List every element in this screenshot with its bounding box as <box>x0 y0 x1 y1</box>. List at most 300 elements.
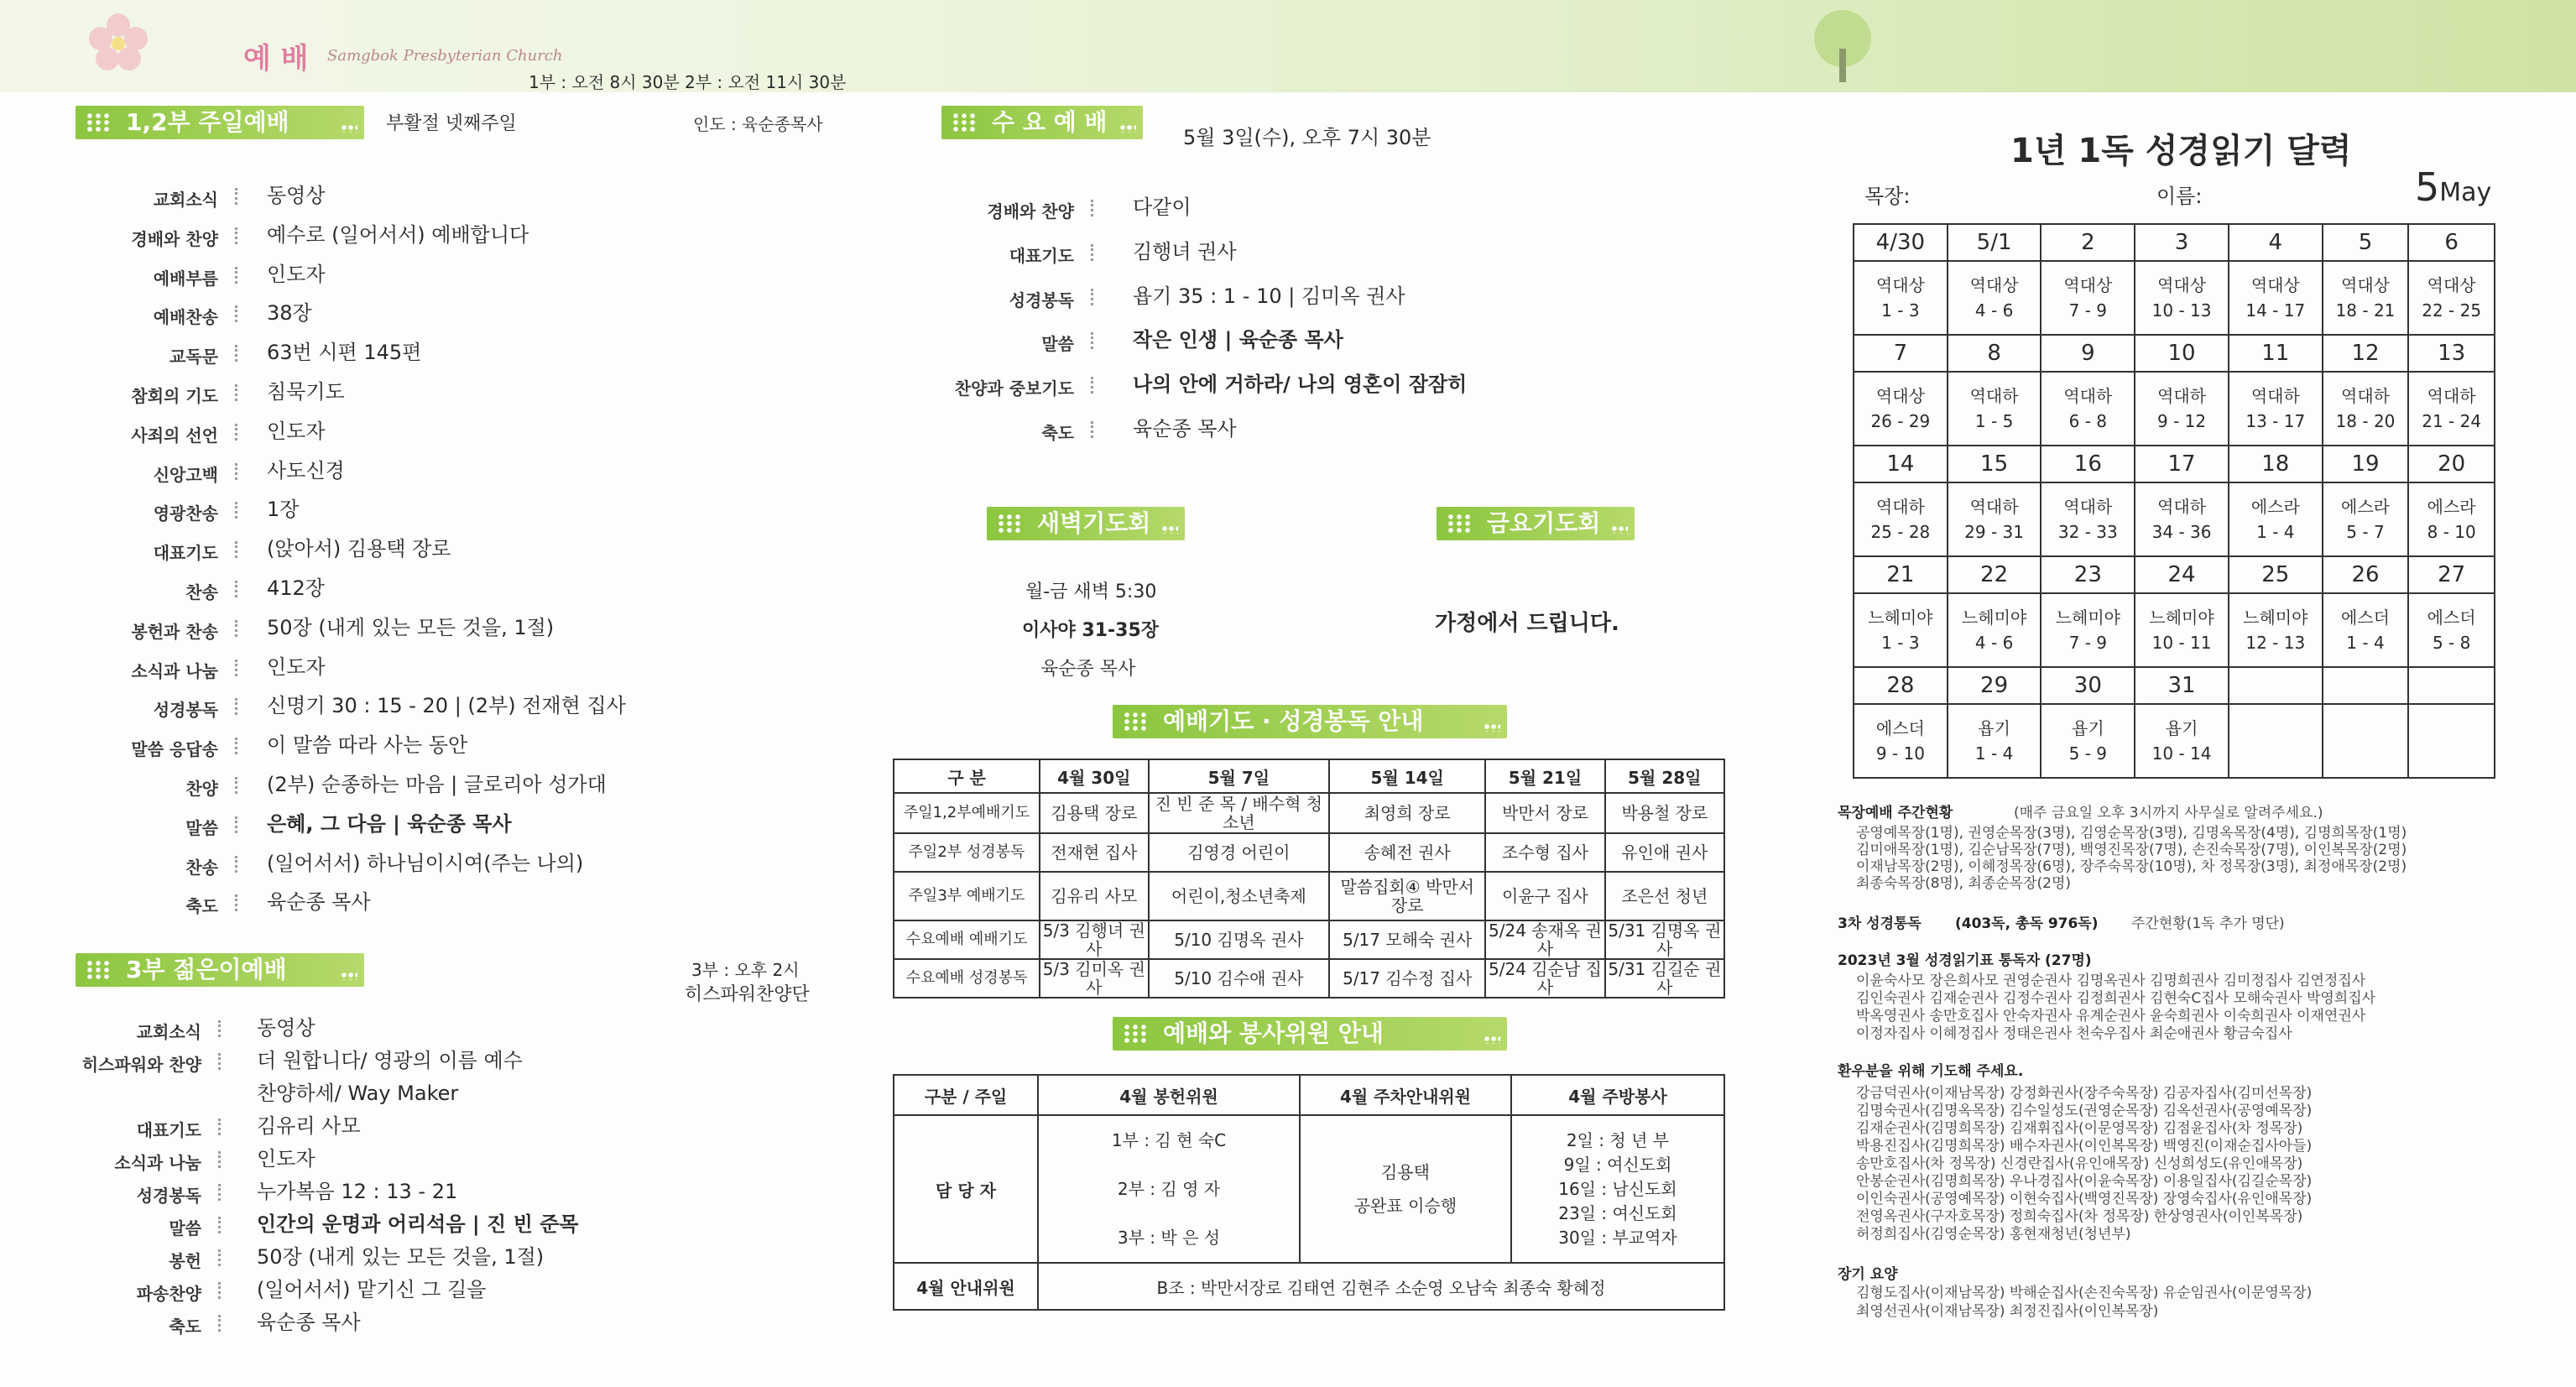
col-header: 4월 주차안내위원 <box>1300 1075 1511 1115</box>
table-cell: 김영경 어린이 <box>1149 833 1330 872</box>
order-label: 찬양 <box>185 779 218 799</box>
calendar-reading <box>2135 261 2229 335</box>
order-label: 파송찬양 <box>136 1284 201 1304</box>
order-value: 욥기 35 : 1 - 10 | 김미옥 권사 <box>1133 284 1405 308</box>
reading-chapters: 5 - 8 <box>2432 633 2471 653</box>
order-value: 김유리 사모 <box>257 1114 361 1138</box>
calendar-date: 10 <box>2135 335 2229 372</box>
order-value: 인도자 <box>267 419 326 443</box>
reading-chapters: 1 - 3 <box>1881 633 1920 653</box>
notice-line: 김재순권사(김명희목장) 김재휘집사(이문영목장) 김점윤집사(차 정목장) <box>1856 1120 2303 1137</box>
col-header: 5월 14일 <box>1329 759 1485 793</box>
order-label: 예배찬송 <box>153 307 218 328</box>
calendar-reading <box>2041 704 2135 778</box>
reading-book: 역대상 <box>2157 275 2207 295</box>
calendar-reading <box>2041 372 2135 446</box>
order-value: 김행녀 권사 <box>1133 239 1237 263</box>
order-label: 참회의 기도 <box>131 386 218 406</box>
section-header-dawn-prayer: 새벽기도회 <box>987 507 1185 540</box>
section-header-youth-service: 3부 젊은이예배 <box>76 953 364 987</box>
guide-list: B조 : 박만서장로 김태연 김현주 소순영 오남숙 최종숙 황혜정 <box>1038 1263 1724 1310</box>
notice-line: 최영선권사(이재남목장) 최정진집사(이인복목장) <box>1856 1303 2159 1320</box>
colon-divider <box>1091 377 1097 394</box>
table-cell: 전재현 집사 <box>1040 833 1149 872</box>
calendar-date: 31 <box>2135 667 2229 704</box>
colon-divider <box>1091 244 1097 261</box>
calendar-date: 23 <box>2041 556 2135 593</box>
order-value: (일어서서) 하나님이시여(주는 나의) <box>267 851 584 875</box>
reading-book: 느헤미야 <box>2055 607 2120 628</box>
calendar-date: 25 <box>2229 556 2323 593</box>
reading-book: 에스더 <box>2427 607 2476 628</box>
guide-label: 4월 안내위원 <box>894 1263 1038 1310</box>
table-cell: 5/31 김길순 권사 <box>1605 959 1724 998</box>
notice-line: 공영예목장(1명), 권영순목장(3명), 김영순목장(3명), 김명옥목장(4명), 김명희목장(1명) <box>1856 825 2407 842</box>
order-value: 인도자 <box>267 262 326 286</box>
table-cell: 5/10 김수애 권사 <box>1149 959 1330 998</box>
table-cell: 박용철 장로 <box>1605 793 1724 833</box>
reading-book: 역대상 <box>2063 275 2113 295</box>
section-header-main-service: 1,2부 주일예배 <box>76 106 364 139</box>
calendar-date: 11 <box>2229 335 2323 372</box>
row-label: 수요예배 예배기도 <box>894 920 1040 959</box>
order-value: (일어서서) 맡기신 그 길을 <box>257 1278 487 1301</box>
notice-line: 최종숙목장(8명), 최종순목장(2명) <box>1856 875 2072 892</box>
col-header: 구 분 <box>894 759 1040 793</box>
calendar-reading <box>2229 482 2323 556</box>
reading-book: 에스라 <box>2341 497 2390 517</box>
calendar-reading <box>1854 704 1948 778</box>
order-value: 사도신경 <box>267 458 345 482</box>
notice-line: 이정자집사 이혜정집사 정태은권사 천숙우집사 최순애권사 황금숙집사 <box>1856 1025 2292 1042</box>
order-value: (앉아서) 김용택 장로 <box>267 537 451 561</box>
reading-book: 역대하 <box>1969 386 2019 406</box>
colon-divider <box>235 384 241 401</box>
calendar-reading <box>2229 704 2323 778</box>
reading-book: 역대상 <box>1875 386 1925 406</box>
calendar-date: 15 <box>1948 446 2042 482</box>
table-cell: 이윤구 집사 <box>1485 872 1604 920</box>
reading-chapters: 14 - 17 <box>2245 300 2306 321</box>
order-label: 말씀 <box>1041 334 1074 355</box>
notice-title: 환우분을 위해 기도해 주세요. <box>1838 1063 2024 1080</box>
colon-divider <box>218 1217 224 1233</box>
colon-divider <box>235 463 241 480</box>
reading-chapters: 7 - 9 <box>2068 633 2108 653</box>
order-value: 동영상 <box>257 1016 315 1040</box>
calendar-reading <box>1948 261 2042 335</box>
calendar-date: 13 <box>2408 335 2495 372</box>
dawn-time: 월-금 새벽 5:30 <box>1025 581 1157 602</box>
church-name: Samgbok Presbyterian Church <box>327 47 563 65</box>
order-value: 50장 (내게 있는 모든 것을, 1절) <box>257 1245 545 1269</box>
order-value: 50장 (내게 있는 모든 것을, 1절) <box>267 615 555 639</box>
table-cell: 송혜전 권사 <box>1329 833 1485 872</box>
calendar-reading <box>2229 261 2323 335</box>
table-cell: 5/24 송재옥 권사 <box>1485 920 1604 959</box>
reading-book: 느헤미야 <box>2149 607 2214 628</box>
reading-book: 욥기 <box>1978 718 2010 738</box>
calendar-reading <box>2135 482 2229 556</box>
calendar-title: 1년 1독 성경읽기 달력 <box>2010 132 2352 170</box>
row-label: 주일1,2부예배기도 <box>894 793 1040 833</box>
colon-divider <box>218 1151 224 1168</box>
order-value: 찬양하세/ Way Maker <box>257 1082 459 1105</box>
table-cell: 조은선 청년 <box>1605 872 1724 920</box>
reading-book: 역대하 <box>2157 497 2207 517</box>
order-label: 경배와 찬양 <box>131 228 218 249</box>
order-value: 육순종 목사 <box>1133 417 1237 441</box>
notice-line: 김미애목장(1명), 김순남목장(7명), 백영진목장(7명), 손진숙목장(7명), 이인복목장(2명) <box>1856 842 2407 858</box>
reading-book: 역대하 <box>2250 386 2300 406</box>
reading-chapters: 13 - 17 <box>2245 411 2306 431</box>
notice-line: 허정희집사(김영순목장) 홍현재청년(청년부) <box>1856 1226 2131 1243</box>
order-label: 교회소식 <box>136 1022 201 1042</box>
page-title: 예 배 <box>243 42 309 76</box>
notice-line: 이인숙권사(공영예목장) 이현숙집사(백영진목장) 장영숙집사(유인애목장) <box>1856 1191 2313 1207</box>
colon-divider <box>235 620 241 637</box>
colon-divider <box>235 894 241 911</box>
colon-divider <box>218 1249 224 1266</box>
calendar-date: 14 <box>1854 446 1948 482</box>
order-value: 나의 안에 거하라/ 나의 영혼이 잠잠히 <box>1133 373 1468 397</box>
section-header-prayer-schedule: 예배기도 · 성경봉독 안내 <box>1113 705 1507 738</box>
order-value: 동영상 <box>267 184 326 207</box>
colon-divider <box>235 777 241 794</box>
reading-book: 역대하 <box>1875 497 1925 517</box>
wednesday-date: 5월 3일(수), 오후 7시 30분 <box>1183 126 1431 149</box>
colon-divider <box>235 424 241 441</box>
reading-book: 역대하 <box>1969 497 2019 517</box>
reading-book: 역대상 <box>2427 275 2476 295</box>
calendar-date: 5/1 <box>1948 224 2042 261</box>
calendar-date: 24 <box>2135 556 2229 593</box>
order-label: 축도 <box>185 896 218 917</box>
calendar-date: 4/30 <box>1854 224 1948 261</box>
reading-book: 에스더 <box>2341 607 2390 628</box>
order-label: 영광찬송 <box>153 503 218 524</box>
calendar-reading <box>2229 372 2323 446</box>
calendar-reading <box>2135 593 2229 667</box>
calendar-reading <box>2323 261 2409 335</box>
table-cell: 김유리 사모 <box>1040 872 1149 920</box>
table-cell: 5/31 김명옥 권사 <box>1605 920 1724 959</box>
notice-line: 이윤숙사모 장은희사모 권영순권사 김명옥권사 김명희권사 김미정집사 김연정집사 <box>1856 972 2366 989</box>
order-value: 인간의 운명과 어리석음 | 진 빈 준목 <box>257 1212 579 1236</box>
order-value: 412장 <box>267 576 325 600</box>
calendar-reading <box>2408 482 2495 556</box>
colon-divider <box>218 1184 224 1201</box>
table-cell: 김용택 장로 <box>1040 793 1149 833</box>
calendar-reading <box>1854 261 1948 335</box>
reading-chapters: 10 - 13 <box>2151 300 2212 321</box>
calendar-reading <box>1948 704 2042 778</box>
reading-chapters: 8 - 10 <box>2427 522 2476 542</box>
reading-chapters: 7 - 9 <box>2068 300 2108 321</box>
order-label: 찬양과 중보기도 <box>954 378 1074 399</box>
order-value: 육순종 목사 <box>257 1311 361 1334</box>
calendar-reading <box>2323 704 2409 778</box>
service-leader: 인도 : 육순종목사 <box>693 114 823 134</box>
notice-line: 송만호집사(차 정목장) 신경란집사(유인애목장) 신성희성도(유인애목장) <box>1856 1155 2303 1172</box>
reading-chapters: 1 - 5 <box>1974 411 2014 431</box>
calendar-reading <box>2408 372 2495 446</box>
reading-chapters: 34 - 36 <box>2151 522 2212 542</box>
calendar-month: 5May <box>2415 164 2492 210</box>
notice-line: 김인숙권사 김재순권사 김정수권사 김정희권사 김현숙C집사 모해숙권사 박영희집사 <box>1856 990 2376 1007</box>
colon-divider <box>1091 200 1097 216</box>
order-value: 다같이 <box>1133 196 1192 219</box>
table-cell: 5/17 김수정 집사 <box>1329 959 1485 998</box>
colon-divider <box>1091 289 1097 305</box>
calendar-date: 2 <box>2041 224 2135 261</box>
reading-chapters: 12 - 13 <box>2245 633 2306 653</box>
offering-list: 1부 : 김 현 숙C 2부 : 김 영 자 3부 : 박 은 성 <box>1038 1115 1300 1263</box>
calendar-date <box>2229 667 2323 704</box>
order-value: 침묵기도 <box>267 380 345 404</box>
calendar-reading <box>2041 261 2135 335</box>
order-label: 찬송 <box>185 857 218 878</box>
colon-divider <box>235 581 241 597</box>
reading-chapters: 1 - 3 <box>1881 300 1920 321</box>
flower-icon <box>81 7 156 82</box>
order-label: 찬송 <box>185 582 218 602</box>
table-cell: 진 빈 준 목 / 배수혁 청소년 <box>1149 793 1330 833</box>
col-header: 구분 / 주일 <box>894 1075 1038 1115</box>
order-value: 인도자 <box>257 1147 315 1171</box>
reading-chapters: 10 - 11 <box>2151 633 2212 653</box>
table-cell: 5/17 모해숙 권사 <box>1329 920 1485 959</box>
notice-line: 김형도집사(이재남목장) 박해순집사(손진숙목장) 유순임권사(이문영목장) <box>1856 1285 2313 1301</box>
reading-chapters: 29 - 31 <box>1964 522 2025 542</box>
table-cell: 말씀집회④ 박만서 장로 <box>1329 872 1485 920</box>
colon-divider <box>218 1020 224 1037</box>
section-header-friday-prayer: 금요기도회 <box>1437 507 1635 540</box>
notice-detail: (403독, 총독 976독) <box>1955 915 2099 932</box>
reading-book: 역대하 <box>2341 386 2390 406</box>
calendar-date: 7 <box>1854 335 1948 372</box>
order-label: 예배부름 <box>153 268 218 289</box>
calendar-date: 20 <box>2408 446 2495 482</box>
reading-book: 역대하 <box>2063 386 2113 406</box>
parking-list: 김용택 공완표 이승행 <box>1300 1115 1511 1263</box>
calendar-reading <box>2408 593 2495 667</box>
calendar-date <box>2323 667 2409 704</box>
calendar-reading <box>1948 372 2042 446</box>
col-header: 5월 28일 <box>1605 759 1724 793</box>
calendar-date: 17 <box>2135 446 2229 482</box>
calendar-reading <box>2041 593 2135 667</box>
name-label: 이름: <box>2156 185 2203 208</box>
order-value: 작은 인생 | 육순종 목사 <box>1133 328 1343 352</box>
colon-divider <box>218 1282 224 1299</box>
calendar-reading <box>2323 482 2409 556</box>
service-subtitle: 부활절 넷째주일 <box>386 113 517 134</box>
dawn-preacher: 육순종 목사 <box>1040 659 1136 680</box>
table-cell: 최영희 장로 <box>1329 793 1485 833</box>
reading-chapters: 5 - 9 <box>2068 743 2108 764</box>
order-label: 대표기도 <box>153 543 218 564</box>
table-cell: 박만서 장로 <box>1485 793 1604 833</box>
colon-divider <box>235 227 241 244</box>
reading-chapters: 4 - 6 <box>1974 633 2014 653</box>
youth-service-time: 3부 : 오후 2시 <box>691 960 800 980</box>
calendar-reading <box>1854 593 1948 667</box>
reading-chapters: 26 - 29 <box>1870 411 1931 431</box>
notice-line: 강금덕권사(이재남목장) 강정화권사(장주숙목장) 김공자집사(김미선목장) <box>1856 1085 2313 1102</box>
notice-title: 목장예배 주간현황 <box>1838 805 1953 821</box>
col-header: 5월 21일 <box>1485 759 1604 793</box>
reading-book: 역대하 <box>2063 497 2113 517</box>
colon-divider <box>218 1315 224 1332</box>
dawn-scripture: 이사야 31-35장 <box>1022 620 1160 641</box>
reading-chapters: 32 - 33 <box>2057 522 2118 542</box>
order-label: 교독문 <box>169 347 218 368</box>
service-volunteers-table <box>893 1074 1725 1311</box>
order-label: 말씀 <box>185 817 218 838</box>
order-value: 이 말씀 따라 사는 동안 <box>267 733 468 758</box>
reading-chapters: 5 - 7 <box>2346 522 2385 542</box>
calendar-date: 4 <box>2229 224 2323 261</box>
order-label: 말씀 응답송 <box>131 739 218 760</box>
notice-line: 박옥영권사 송만호집사 안숙자권사 유계순권사 윤숙희권사 이숙희권사 이재연권사 <box>1856 1008 2366 1025</box>
order-label: 성경봉독 <box>153 700 218 721</box>
order-value: 누가복음 12 : 13 - 21 <box>257 1180 458 1203</box>
friday-note: 가정에서 드립니다. <box>1435 611 1619 636</box>
col-header: 4월 30일 <box>1040 759 1149 793</box>
calendar-date: 21 <box>1854 556 1948 593</box>
reading-book: 에스라 <box>2427 497 2476 517</box>
order-label: 봉헌 <box>169 1251 201 1271</box>
calendar-date: 29 <box>1948 667 2042 704</box>
table-cell: 5/10 김명옥 권사 <box>1149 920 1330 959</box>
col-header: 4월 봉헌위원 <box>1038 1075 1300 1115</box>
reading-book: 욥기 <box>2165 718 2198 738</box>
calendar-reading <box>2323 593 2409 667</box>
calendar-date: 8 <box>1948 335 2042 372</box>
colon-divider <box>235 267 241 284</box>
order-value: 1장 <box>267 498 300 522</box>
reading-chapters: 9 - 12 <box>2157 411 2207 431</box>
reading-chapters: 9 - 10 <box>1875 743 1925 764</box>
calendar-date: 28 <box>1854 667 1948 704</box>
row-label: 주일3부 예배기도 <box>894 872 1040 920</box>
calendar-date: 3 <box>2135 224 2229 261</box>
order-label: 소식과 나눔 <box>114 1153 201 1173</box>
notice-subtitle: 주간현황(1독 추가 명단) <box>2131 915 2285 932</box>
order-label: 대표기도 <box>1009 245 1074 266</box>
reading-chapters: 25 - 28 <box>1870 522 1931 542</box>
order-label: 히스파워와 찬양 <box>81 1055 201 1075</box>
reading-chapters: 1 - 4 <box>2256 522 2295 542</box>
notice-line: 안봉순권사(김명희목장) 우나경집사(이윤숙목장) 이용일집사(김길순목장) <box>1856 1173 2313 1190</box>
order-label: 축도 <box>1041 423 1074 443</box>
notice-title: 장기 요양 <box>1838 1266 1898 1283</box>
order-label: 성경봉독 <box>136 1186 201 1206</box>
header-band <box>0 0 2576 92</box>
order-value: 신명기 30 : 15 - 20 | (2부) 전재현 집사 <box>267 694 626 718</box>
table-cell: 5/3 김미옥 권사 <box>1040 959 1149 998</box>
colon-divider <box>218 1053 224 1070</box>
col-header: 4월 주방봉사 <box>1511 1075 1724 1115</box>
calendar-date: 27 <box>2408 556 2495 593</box>
reading-chapters: 1 - 4 <box>1974 743 2014 764</box>
order-label: 신앙고백 <box>153 464 218 485</box>
calendar-reading <box>1854 372 1948 446</box>
order-label: 소식과 나눔 <box>131 660 218 681</box>
calendar-reading <box>2135 372 2229 446</box>
reading-chapters: 6 - 8 <box>2068 411 2108 431</box>
colon-divider <box>235 541 241 558</box>
reading-book: 에스라 <box>2250 497 2300 517</box>
colon-divider <box>235 856 241 873</box>
order-label: 성경봉독 <box>1009 289 1074 310</box>
colon-divider <box>235 345 241 362</box>
colon-divider <box>235 305 241 322</box>
table-cell: 어린이,청소년축제 <box>1149 872 1330 920</box>
table-cell: 유인애 권사 <box>1605 833 1724 872</box>
table-cell: 5/24 김순남 집사 <box>1485 959 1604 998</box>
order-label: 교회소식 <box>153 190 218 210</box>
order-value: 은혜, 그 다음 | 육순종 목사 <box>267 811 512 836</box>
notice-line: 전영옥권사(구자호목장) 정희숙집사(차 정목장) 한상영권사(이인복목장) <box>1856 1208 2303 1225</box>
colon-divider <box>235 502 241 519</box>
notice-subtitle: (매주 금요일 오후 3시까지 사무실로 알려주세요.) <box>2014 805 2323 821</box>
reading-book: 에스더 <box>1875 718 1925 738</box>
reading-book: 역대상 <box>1875 275 1925 295</box>
reading-chapters: 18 - 21 <box>2335 300 2396 321</box>
calendar-reading <box>1948 482 2042 556</box>
order-label: 경배와 찬양 <box>987 201 1074 222</box>
reading-chapters: 18 - 20 <box>2335 411 2396 431</box>
colon-divider <box>1091 332 1097 349</box>
row-label: 수요예배 성경봉독 <box>894 959 1040 998</box>
order-value: (2부) 순종하는 마음 | 글로리아 성가대 <box>267 773 607 796</box>
reading-book: 느헤미야 <box>2243 607 2308 628</box>
colon-divider <box>235 188 241 205</box>
colon-divider <box>235 738 241 754</box>
calendar-date: 26 <box>2323 556 2409 593</box>
order-value: 38장 <box>267 301 312 326</box>
table-cell: 5/3 김행녀 권사 <box>1040 920 1149 959</box>
order-value: 더 원합니다/ 영광의 이름 예수 <box>257 1049 523 1072</box>
youth-choir: 히스파워찬양단 <box>685 984 810 1005</box>
calendar-reading <box>2135 704 2229 778</box>
reading-book: 역대하 <box>2427 386 2476 406</box>
calendar-date: 18 <box>2229 446 2323 482</box>
reading-book: 욥기 <box>2072 718 2104 738</box>
order-label: 말씀 <box>169 1218 201 1238</box>
calendar-date <box>2408 667 2495 704</box>
reading-chapters: 1 - 4 <box>2346 633 2385 653</box>
notice-title: 3차 성경통독 <box>1838 915 1922 932</box>
reading-book: 느헤미야 <box>1961 607 2027 628</box>
calendar-date: 12 <box>2323 335 2409 372</box>
prayer-schedule-table <box>893 759 1725 999</box>
table-cell: 조수형 집사 <box>1485 833 1604 872</box>
calendar-date: 30 <box>2041 667 2135 704</box>
order-value: 63번 시편 145편 <box>267 341 422 365</box>
reading-chapters: 10 - 14 <box>2151 743 2212 764</box>
order-label: 봉헌과 찬송 <box>131 621 218 642</box>
reading-book: 역대상 <box>2341 275 2390 295</box>
tree-icon <box>1801 7 1885 86</box>
colon-divider <box>235 816 241 833</box>
notice-line: 이재남목장(2명), 이혜정목장(6명), 장주숙목장(10명), 차 정목장(3명), 최정애목장(2명) <box>1856 858 2407 875</box>
calendar-reading <box>2408 261 2495 335</box>
section-header-service-volunteers: 예배와 봉사위원 안내 <box>1113 1017 1507 1051</box>
order-label: 축도 <box>169 1317 201 1337</box>
